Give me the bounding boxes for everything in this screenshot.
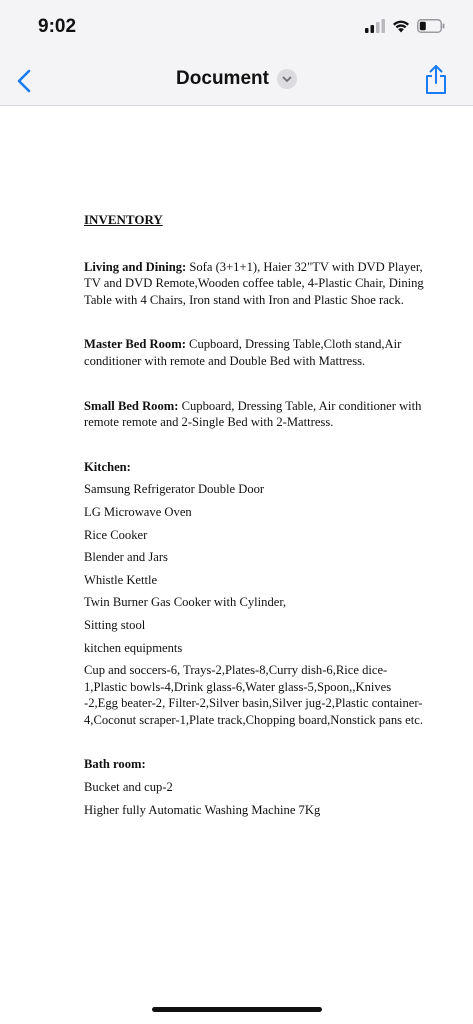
status-time: 9:02: [38, 16, 77, 37]
kitchen-heading: Kitchen:: [84, 459, 131, 474]
kitchen-section: [84, 459, 424, 729]
list-item: Twin Burner Gas Cooker with Cylinder,: [84, 595, 287, 610]
navigation-bar: [0, 56, 473, 106]
page-title: Document: [176, 68, 269, 89]
living-dining-text: Sofa (3+1+1), Haier 32"TV with DVD Player, TV and DVD Remote,Wooden coffee table, 4-Plastic Chair, Dining Table with 4 Chairs, Iron stand with Iron and Plastic Shoe rack.: [84, 259, 424, 307]
small-bedroom-paragraph: [84, 398, 424, 431]
bathroom-heading: Bath room:: [84, 757, 146, 772]
chevron-down-icon: [282, 76, 292, 83]
list-item: kitchen equipments: [84, 640, 183, 655]
master-bedroom-text: Cupboard, Dressing Table,Cloth stand,Air conditioner with remote and Double Bed with Mattress.: [84, 337, 402, 368]
share-icon: [423, 64, 449, 96]
title-area: [0, 68, 473, 90]
list-item: Higher fully Automatic Washing Machine 7Kg: [84, 802, 321, 817]
small-bedroom-label: Small Bed Room:: [84, 398, 179, 413]
cellular-signal-icon: [365, 19, 385, 33]
living-dining-paragraph: [84, 259, 424, 309]
home-indicator[interactable]: [152, 1007, 322, 1012]
document-heading: INVENTORY: [84, 212, 163, 227]
document-page: [84, 212, 424, 846]
status-bar: [0, 0, 473, 56]
list-item: LG Microwave Oven: [84, 504, 192, 519]
list-item: Blender and Jars: [84, 550, 168, 565]
small-bedroom-text: Cupboard, Dressing Table, Air conditioner with remote remote and 2-Single Bed with 2-Mattress.: [84, 398, 422, 430]
living-dining-label: Living and Dining:: [84, 259, 187, 274]
list-item: Samsung Refrigerator Double Door: [84, 482, 265, 497]
master-bedroom-label: Master Bed Room:: [84, 337, 186, 352]
master-bedroom-paragraph: [84, 336, 424, 369]
list-item: Cup and soccers-6, Trays-2,Plates-8,Curry dish-6,Rice dice-1,Plastic bowls-4,Drink glass-6,Water glass-5,Spoon,,Knives -2,Egg beater-2, Filter-2,Silver basin,Silver jug-2,Plastic container-4,Coconut scraper-1,Plate track,Chopping board,Nonstick pans etc.: [84, 663, 423, 727]
list-item: Rice Cooker: [84, 527, 148, 542]
list-item: Bucket and cup-2: [84, 780, 173, 795]
status-icons: [365, 19, 445, 33]
battery-icon: [417, 19, 445, 33]
bathroom-section: [84, 756, 424, 818]
title-menu-button[interactable]: [277, 69, 297, 89]
wifi-icon: [392, 19, 410, 33]
list-item: Sitting stool: [84, 617, 146, 632]
list-item: Whistle Kettle: [84, 572, 158, 587]
share-button[interactable]: [423, 64, 449, 96]
